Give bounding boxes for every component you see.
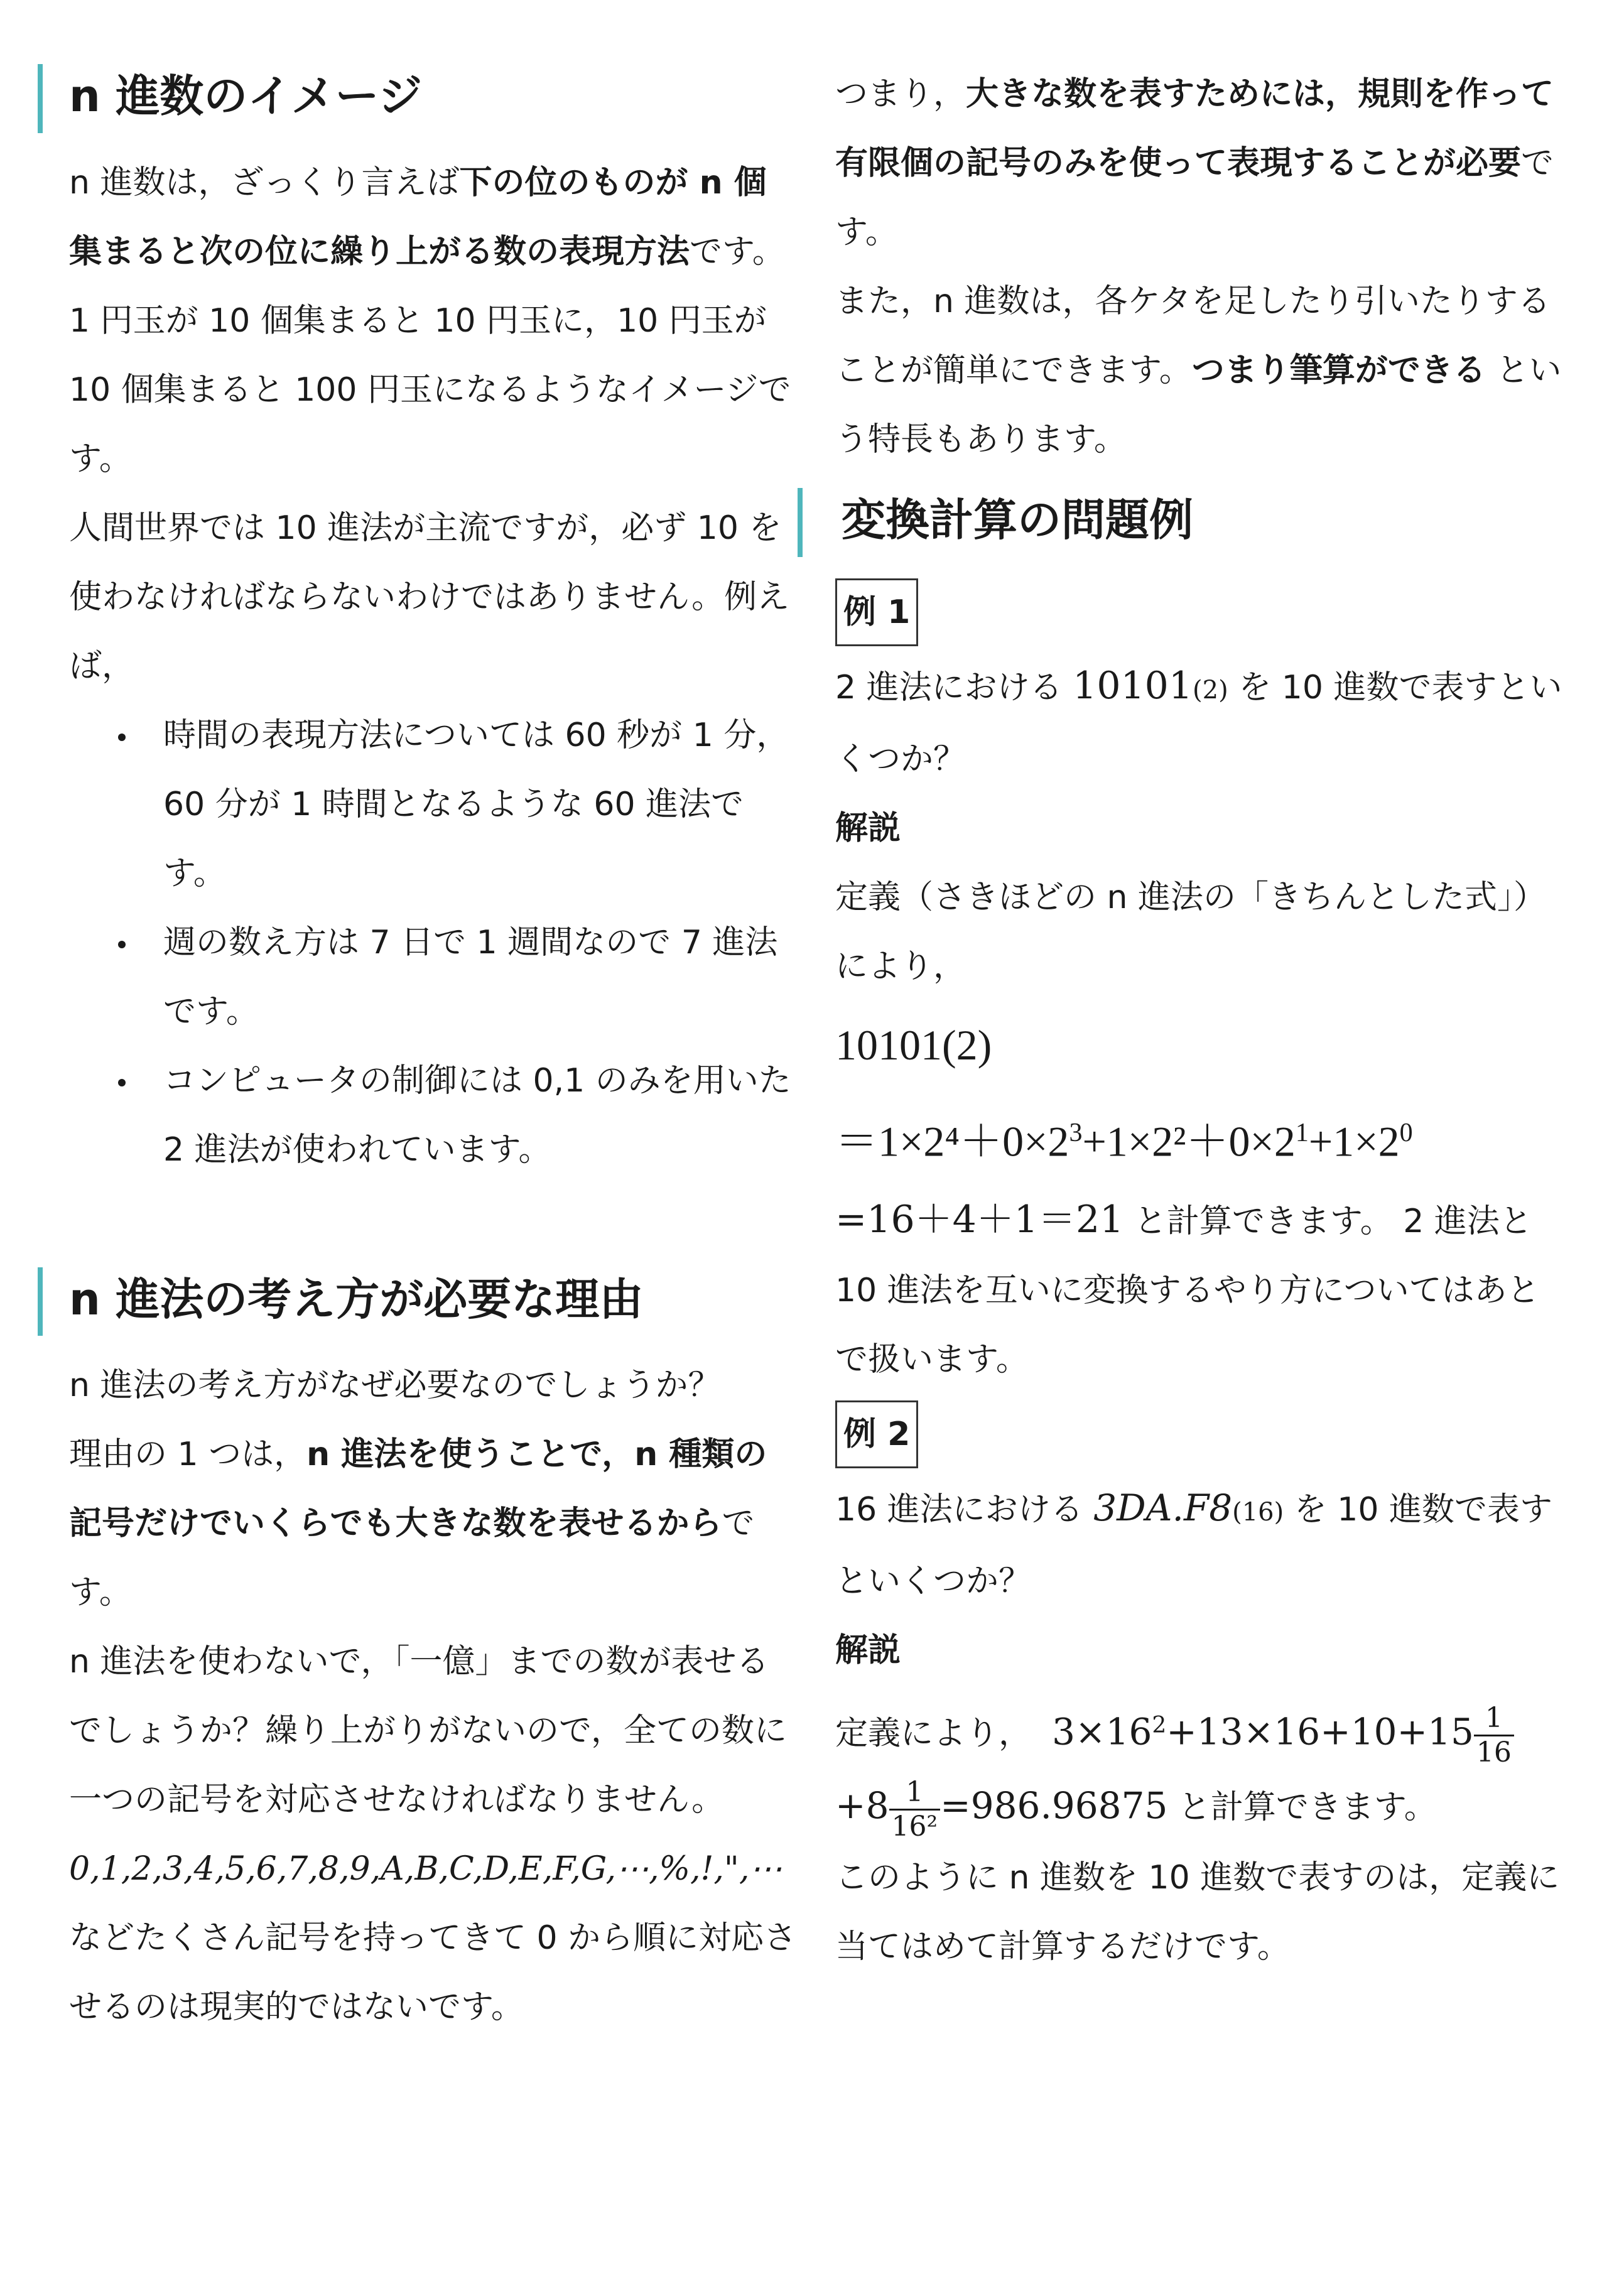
formula-line-1: 10101(2) [835, 1021, 992, 1069]
example-1-question: 2 進法における 10101(2) を 10 進数で表すといくつか？ [835, 663, 1562, 778]
reason-bold: n 進法を使うことで，n 種類の記号だけでいくらでも大きな数を表せるから [69, 1436, 767, 1542]
bullet-icon [118, 734, 126, 741]
list-item: 週の数え方は 7 日で 1 週間なので 7 進法です。 [69, 908, 798, 1046]
intro-text-a: n 進数は，ざっくり言えば [69, 163, 460, 202]
symbol-sequence: 0,1,2,3,4,5,6,7,8,9,A,B,C,D,E,F,G,⋯,%,!,",⋯ [69, 1850, 782, 1888]
heading-examples: 変換計算の問題例 [798, 480, 1564, 563]
example-1-definition: 定義（さきほどの n 進法の「きちんとした式」）により， [835, 878, 1547, 985]
list-item: 時間の表現方法については 60 秒が 1 分，60 分が 1 時間となるような 60 進法です。 [69, 701, 798, 908]
left-column [38, 57, 798, 2042]
example-1-label: 例 1 [835, 578, 918, 646]
paragraph-symbols: n 進法を使わないで，「一億」までの数が表せるでしょうか？繰り上がりがないので，全ての数に一つの記号を対応させなければなりません。0,1,2,3,4,5,6,7,8,9,A,B,C,D,E,F,G,⋯,%,!,",⋯ などたくさん記号を持ってきて 0 から順に対応させるのは現実的ではないです。 [69, 1643, 797, 2026]
example-2-label: 例 2 [835, 1400, 918, 1468]
example-2-conclusion: このように n 進数を 10 進数で表すのは，定義に当てはめて計算するだけです。 [835, 1858, 1560, 1966]
fraction-1-over-16: $\frac{1}{16}$ [1474, 1702, 1514, 1769]
explanation-label-1: 解説 [835, 809, 901, 847]
formula-line-2: $=1\times 2^4+0\times 2^3+1\times 2^2+0\times 2^1+1\times 2^0$ [835, 1117, 1413, 1166]
bullet-icon [118, 941, 126, 948]
intro-text-c: です。1 円玉が 10 個集まると 10 円玉に，10 円玉が 10 個集まると 100 円玉になるようなイメージです。 [69, 232, 791, 478]
paragraph-human-world: 人間世界では 10 進法が主流ですが，必ず 10 を使わなければならないわけではありません。例えば， [69, 509, 790, 685]
explanation-label-2: 解説 [835, 1632, 901, 1670]
right-column [810, 60, 1564, 1981]
feature-bold: つまり筆算ができる [1191, 352, 1486, 389]
list-item: コンピュータの制御には 0,1 のみを用いた 2 進法が使われています。 [69, 1046, 798, 1184]
paragraph-feature: また，n 進数は，各ケタを足したり引いたりすることが簡単にできます。つまり筆算ができる という特長もあります。 [835, 283, 1562, 458]
paragraph-intro [69, 148, 798, 494]
fraction-1-over-16-squared: $\frac{1}{\text{16²}}$ [889, 1776, 941, 1843]
intro-bold: 下の位のものが n 個集まると次の位に繰り上がる数の表現方法 [69, 163, 767, 271]
example-2-result: +8 $\frac{1}{\text{16²}}$ =986.96875 と計算できます。 [835, 1775, 1437, 1843]
heading-n-shinsu-image: n 進数のイメージ [38, 57, 798, 139]
example-2-computation: 定義により， $3\times 16^2+13\times 16+10+15$ $\frac{1}{16}$ [835, 1685, 1564, 1774]
examples-list [69, 701, 798, 1184]
heading-reason: n 進法の考え方が必要な理由 [38, 1260, 798, 1343]
conclusion-bold: 大きな数を表すためには，規則を作って有限個の記号のみを使って表現することが必要 [835, 75, 1554, 182]
paragraph-conclusion: つまり，大きな数を表すためには，規則を作って有限個の記号のみを使って表現することが必要です。 [835, 75, 1554, 251]
paragraph-why-needed: n 進法の考え方がなぜ必要なのでしょうか？ [69, 1367, 721, 1404]
paragraph-reason: 理由の 1 つは，n 進法を使うことで，n 種類の記号だけでいくらでも大きな数を表せるからです。 [69, 1436, 767, 1611]
bullet-icon [118, 1079, 126, 1086]
example-2-question: 16 進法における 3DA.F8(16) を 10 進数で表すといくつか？ [835, 1486, 1552, 1601]
example-1-result: =16＋4＋1＝21 と計算できます。 2 進法と 10 進法を互いに変換するやり方についてはあとで扱います。 [835, 1198, 1540, 1379]
